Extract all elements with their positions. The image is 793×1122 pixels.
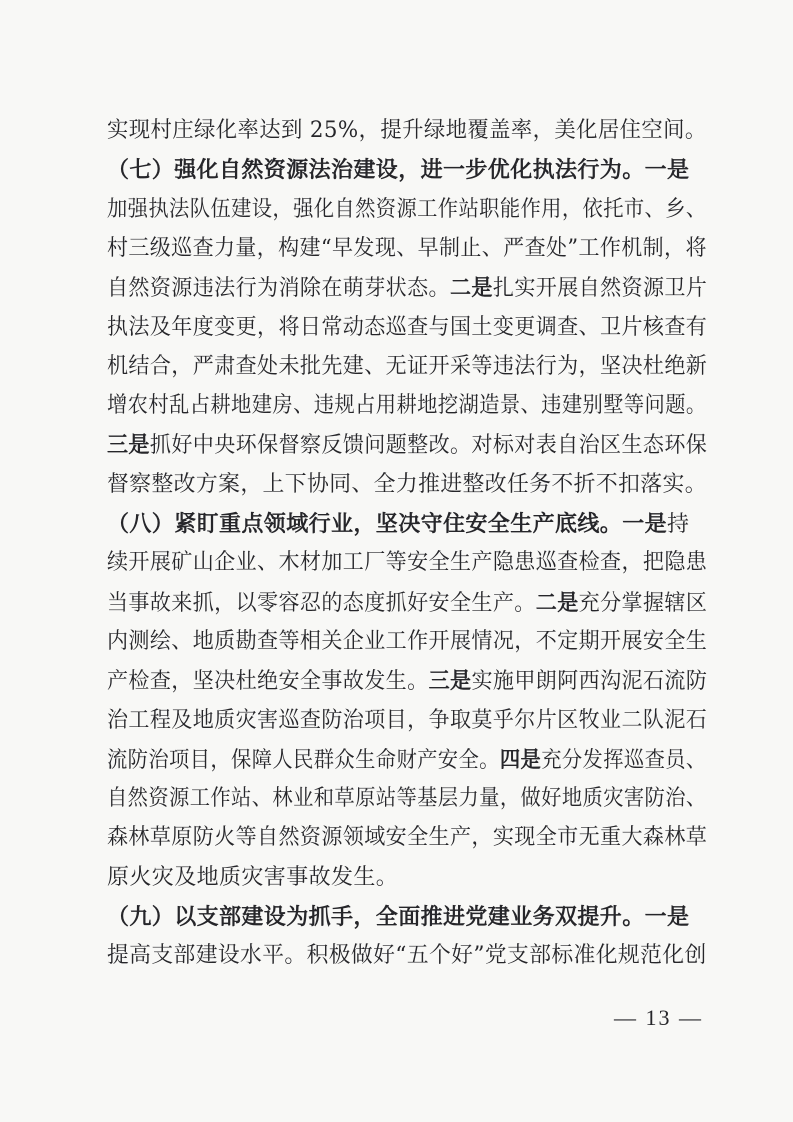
body-text-run: 自然资源工作站、林业和草原站等基层力量，做好地质灾害防治、 [107, 786, 707, 811]
body-text-run: 森林草原防火等自然资源领域安全生产，实现全市无重大森林草 [107, 825, 708, 850]
text-line [107, 708, 708, 734]
body-text-run: 充分发挥巡查员、 [541, 748, 707, 773]
body-text-run: 实施甲朗阿西沟泥石流防 [471, 669, 708, 694]
text-line [107, 550, 708, 576]
text-line [107, 197, 707, 223]
text-line [107, 236, 707, 262]
bold-text: 二是 [449, 275, 493, 301]
body-text-run: 督察整改方案，上下协同、全力推进整改任务不折不扣落实。 [107, 472, 707, 497]
body-text-run: 村三级巡查力量，构建“早发现、早制止、严查处”工作机制，将 [107, 236, 707, 261]
body-text-run: 提高支部建设水平。积极做好“五个好”党支部标准化规范化创 [107, 943, 707, 968]
text-line [107, 865, 707, 891]
text-line [107, 747, 707, 774]
text-line [107, 393, 707, 419]
body-text-run: 续开展矿山企业、木材加工厂等安全生产隐患巡查检查，把隐患 [107, 550, 708, 575]
bold-text: （八）紧盯重点领域行业，坚决守住安全生产底线。一是 [107, 511, 668, 537]
body-text-run: 充分掌握辖区 [578, 591, 708, 616]
body-text-run: 自然资源违法行为消除在萌芽状态。 [107, 276, 450, 301]
body-text-run: 增农村乱占耕地建房、违规占用耕地挖湖造景、违建别墅等问题。 [107, 393, 707, 418]
text-line [107, 904, 707, 931]
body-text-run: 执法及年度变更，将日常动态巡查与国土变更调查、卫片核查有 [107, 315, 708, 340]
body-text-run: 扎实开展自然资源卫片 [492, 276, 708, 301]
bold-text: 三是 [107, 432, 150, 458]
bold-text: （九）以支部建设为抓手，全面推进党建业务双提升。一是 [107, 904, 690, 930]
text-line [107, 629, 708, 655]
text-line [107, 786, 707, 812]
body-text-run: 机结合，严肃查处未批先建、无证开采等违法行为，坚决杜绝新 [107, 354, 708, 379]
bold-text: 三是 [428, 668, 472, 694]
bold-text: （七）强化自然资源法治建设，进一步优化执法行为。一是 [107, 157, 690, 183]
text-line [107, 157, 707, 184]
body-text-run: 原火灾及地质灾害事故发生。 [107, 865, 399, 890]
page-number: — 13 — [614, 1005, 703, 1030]
body-text-run: 加强执法队伍建设，强化自然资源工作站职能作用，依托市、乡、 [107, 197, 707, 222]
bold-text: 四是 [499, 747, 542, 773]
body-text-run: 抓好中央环保督察反馈问题整改。对标对表自治区生态环保 [149, 433, 708, 458]
body-text-run: 治工程及地质灾害巡查防治项目，争取莫乎尔片区牧业二队泥石 [107, 708, 708, 733]
text-line [107, 511, 707, 538]
body-text-run: 实现村庄绿化率达到 25%，提升绿地覆盖率，美化居住空间。 [107, 118, 707, 143]
text-line [107, 668, 708, 695]
body-text-run: 持 [667, 512, 690, 537]
text-line [107, 315, 708, 341]
text-line [107, 472, 707, 498]
text-line [107, 275, 708, 302]
text-line [107, 825, 708, 851]
body-text-run: 流防治项目，保障人民群众生命财产安全。 [107, 748, 500, 773]
text-line [107, 943, 707, 969]
text-line [107, 354, 708, 380]
body-text-run: 产检查，坚决杜绝安全事故发生。 [107, 669, 429, 694]
text-line [107, 590, 708, 617]
body-text-run: 当事故来抓，以零容忍的态度抓好安全生产。 [107, 591, 536, 616]
bold-text: 二是 [535, 590, 579, 616]
text-line [107, 432, 708, 459]
body-text-run: 内测绘、地质勘查等相关企业工作开展情况，不定期开展安全生 [107, 629, 708, 654]
text-line [107, 118, 707, 144]
